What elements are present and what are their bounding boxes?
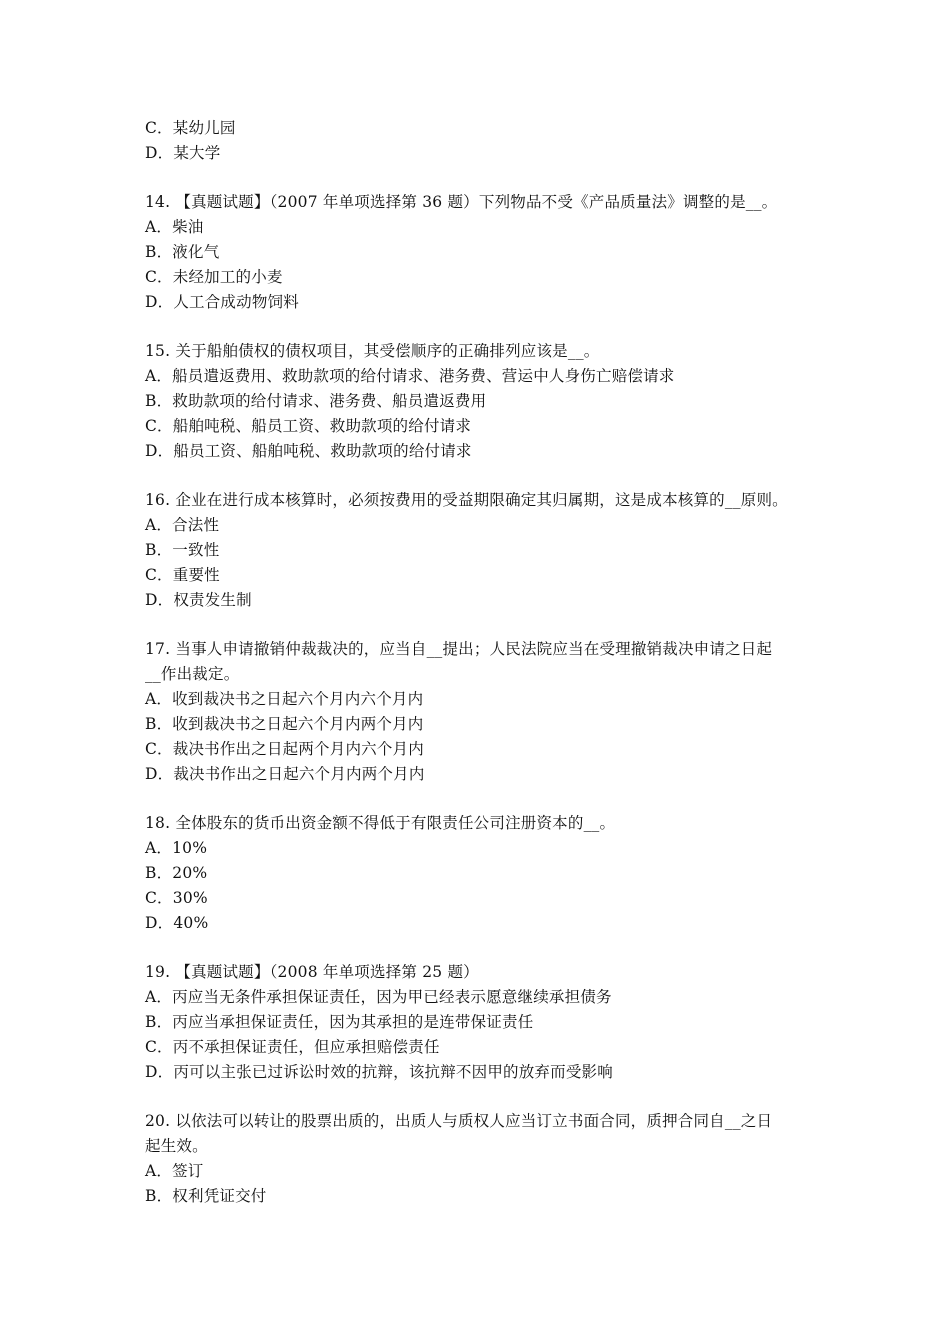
pre-options: [145, 116, 817, 166]
option-line: B．一致性: [145, 541, 220, 559]
option-line: C．重要性: [145, 566, 220, 584]
option-line: A．丙应当无条件承担保证责任，因为甲已经表示愿意继续承担债务: [145, 988, 612, 1006]
question-20: [145, 1109, 817, 1209]
option-line: A．10%: [145, 839, 208, 857]
option-line: D．人工合成动物饲料: [145, 293, 299, 311]
option-line: B．液化气: [145, 243, 220, 261]
option-line: A．收到裁决书之日起六个月内六个月内: [145, 690, 424, 708]
option-line: B．救助款项的给付请求、港务费、船员遣返费用: [145, 392, 487, 410]
question-stem-continued: 起生效。: [145, 1137, 208, 1155]
option-line: B．权利凭证交付: [145, 1187, 267, 1205]
option-line: C．船舶吨税、船员工资、救助款项的给付请求: [145, 417, 472, 435]
option-line: B．收到裁决书之日起六个月内两个月内: [145, 715, 424, 733]
question-stem: 17. 当事人申请撤销仲裁裁决的，应当自__提出；人民法院应当在受理撤销裁决申请之日起: [145, 640, 773, 658]
question-17: [145, 637, 817, 787]
option-line: B．丙应当承担保证责任，因为其承担的是连带保证责任: [145, 1013, 534, 1031]
option-line: C．某幼儿园: [145, 119, 236, 137]
question-stem-continued: __作出裁定。: [145, 665, 240, 683]
option-line: C．未经加工的小麦: [145, 268, 283, 286]
option-line: A．船员遣返费用、救助款项的给付请求、港务费、营运中人身伤亡赔偿请求: [145, 367, 675, 385]
question-stem: 15. 关于船舶债权的债权项目，其受偿顺序的正确排列应该是__。: [145, 342, 600, 360]
document-page: [145, 116, 817, 1209]
question-18: [145, 811, 817, 936]
option-line: D．40%: [145, 914, 209, 932]
option-line: D．丙可以主张已过诉讼时效的抗辩，该抗辩不因甲的放弃而受影响: [145, 1063, 613, 1081]
option-line: B．20%: [145, 864, 208, 882]
question-stem: 18. 全体股东的货币出资金额不得低于有限责任公司注册资本的__。: [145, 814, 616, 832]
question-15: [145, 339, 817, 464]
option-line: D．船员工资、船舶吨税、救助款项的给付请求: [145, 442, 472, 460]
option-line: D．裁决书作出之日起六个月内两个月内: [145, 765, 425, 783]
question-stem: 20. 以依法可以转让的股票出质的，出质人与质权人应当订立书面合同，质押合同自__之日: [145, 1112, 773, 1130]
option-line: C．丙不承担保证责任，但应承担赔偿责任: [145, 1038, 440, 1056]
option-line: C．30%: [145, 889, 208, 907]
option-line: A．签订: [145, 1162, 204, 1180]
option-line: C．裁决书作出之日起两个月内六个月内: [145, 740, 424, 758]
question-16: [145, 488, 817, 613]
question-stem: 16. 企业在进行成本核算时，必须按费用的受益期限确定其归属期，这是成本核算的__原则。: [145, 491, 788, 509]
question-14: [145, 190, 817, 315]
question-19: [145, 960, 817, 1085]
option-line: A．合法性: [145, 516, 220, 534]
option-line: D．权责发生制: [145, 591, 252, 609]
option-line: A．柴油: [145, 218, 204, 236]
question-stem: 19. 【真题试题】（2008 年单项选择第 25 题）: [145, 963, 479, 981]
option-line: D．某大学: [145, 144, 221, 162]
question-stem: 14. 【真题试题】（2007 年单项选择第 36 题）下列物品不受《产品质量法》调整的是__。: [145, 193, 778, 211]
